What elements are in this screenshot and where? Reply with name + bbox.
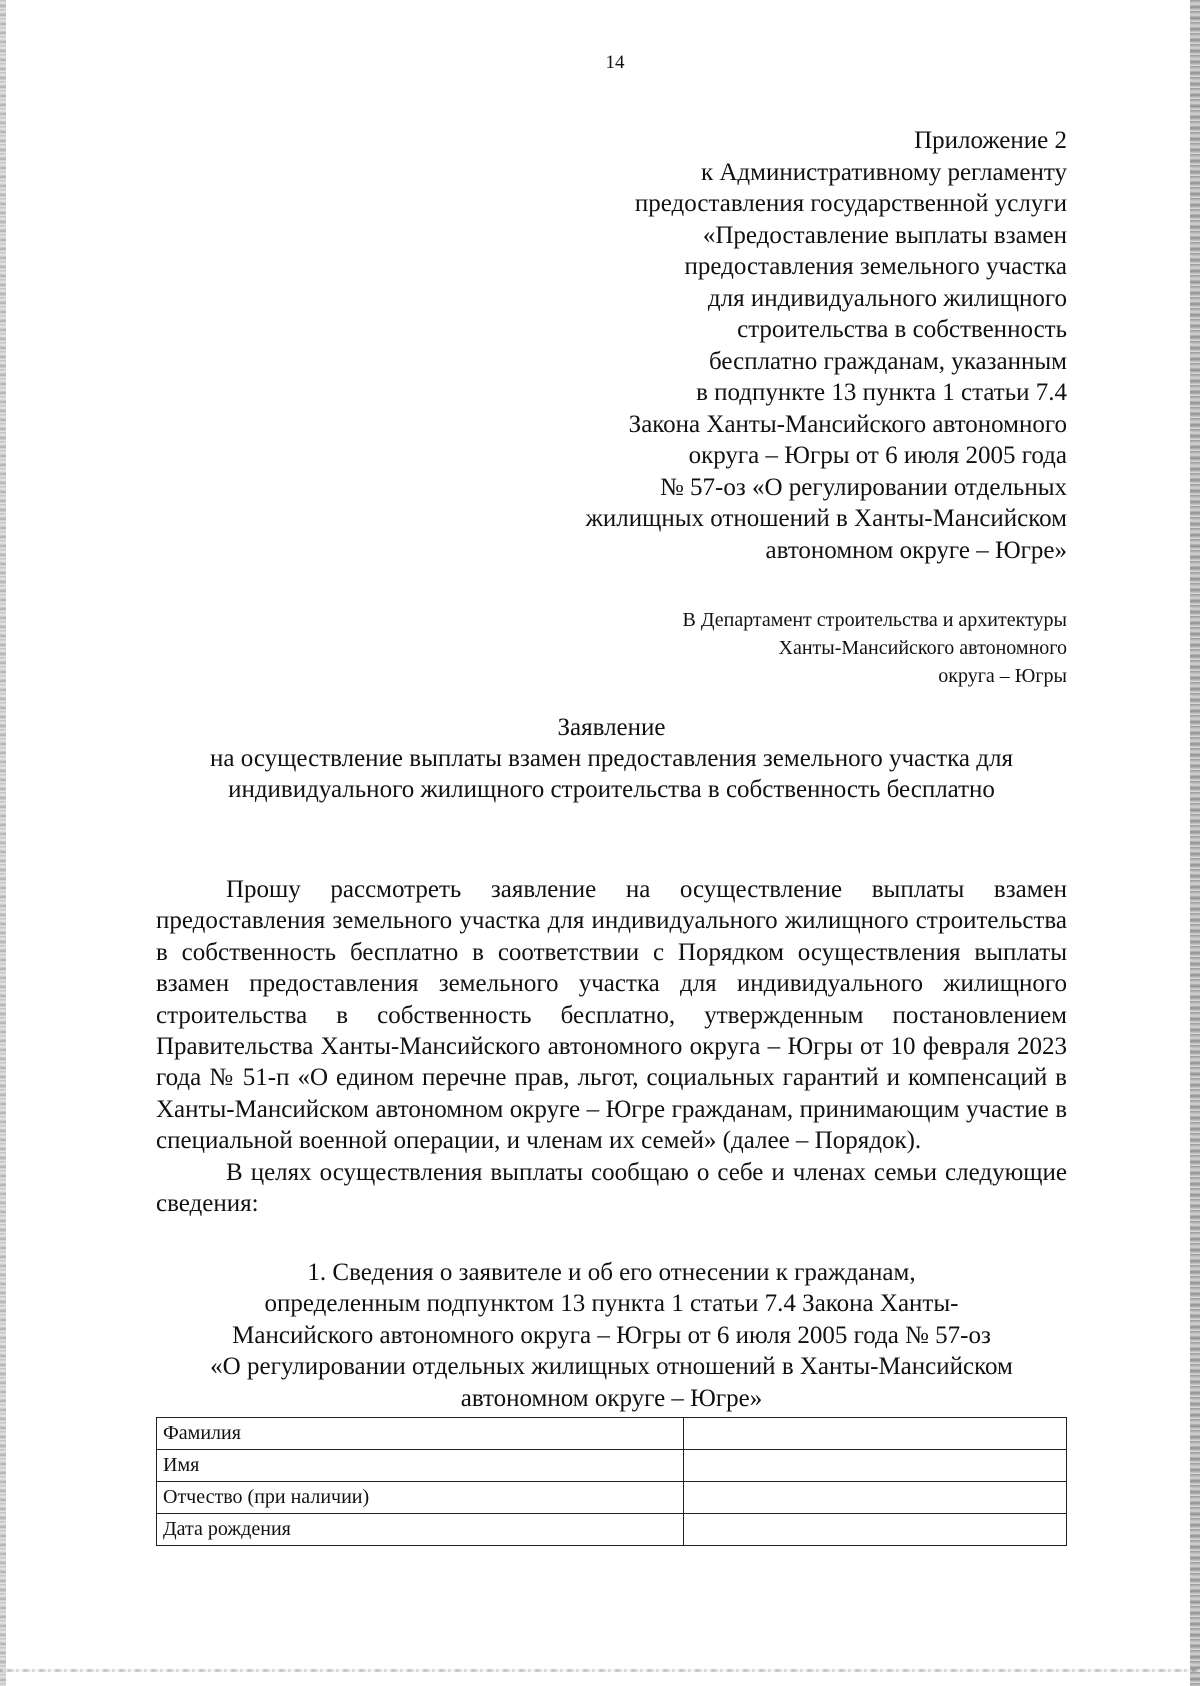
body-text xyxy=(156,874,1067,1219)
table-row xyxy=(157,1418,1067,1450)
appendix-line: Закона Ханты-Мансийского автономного xyxy=(628,410,1067,438)
appendix-line: к Административному регламенту xyxy=(700,158,1067,186)
section-heading-line: 1. Сведения о заявителе и об его отнесении к гражданам, xyxy=(307,1259,916,1286)
appendix-line: округа – Югры от 6 июля 2005 года xyxy=(688,442,1067,469)
addressee-line: В Департамент строительства и архитектуры xyxy=(682,609,1067,631)
section-heading-line: определенным подпунктом 13 пункта 1 статьи 7.4 Закона Ханты- xyxy=(264,1290,959,1318)
scan-edge-left xyxy=(0,0,6,1686)
appendix-line: Приложение 2 xyxy=(914,127,1067,154)
field-label-surname: Фамилия xyxy=(157,1418,684,1450)
body-paragraph: Прошу рассмотреть заявление на осуществление выплаты взамен предоставления земельного участка для индивидуального жилищного строительства в собственность бесплатно в соответствии с Порядком осуществления выплаты взамен предоставления земельного участка для индивидуального жилищного строительства в собственность бесплатно, утвержденным постановлением Правительства Ханты-Мансийского автономного округа – Югры от 10 февраля 2023 года № 51-п «О едином перечне прав, льгот, социальных гарантий и компенсаций в Ханты-Мансийском автономном округе – Югре гражданам, принимающим участие в специальной военной операции, и членам их семей» (далее – Порядок). xyxy=(156,876,1067,1155)
applicant-info-table xyxy=(156,1417,1067,1546)
appendix-line: предоставления государственной услуги xyxy=(634,190,1067,217)
field-label-patronymic: Отчество (при наличии) xyxy=(157,1482,684,1514)
field-label-birth-date: Дата рождения xyxy=(157,1514,684,1546)
page-number: 14 xyxy=(605,52,625,73)
appendix-header xyxy=(586,125,1067,566)
field-value-name[interactable] xyxy=(684,1450,1067,1482)
title-line: индивидуального жилищного строительства в собственность бесплатно xyxy=(228,776,995,803)
table-row xyxy=(157,1514,1067,1546)
table-row xyxy=(157,1482,1067,1514)
body-paragraph: В целях осуществления выплаты сообщаю о себе и членах семьи следующие сведения: xyxy=(156,1158,1067,1218)
section-heading-line: «О регулировании отдельных жилищных отношений в Ханты-Мансийском xyxy=(210,1353,1013,1381)
appendix-line: бесплатно гражданам, указанным xyxy=(708,347,1067,375)
appendix-line: «Предоставление выплаты взамен xyxy=(702,221,1067,249)
section-heading-line: Мансийского автономного округа – Югры от 6 июля 2005 года № 57-оз xyxy=(232,1321,991,1349)
appendix-line: жилищных отношений в Ханты-Мансийском xyxy=(585,505,1067,532)
addressee-line: округа – Югры xyxy=(938,665,1067,687)
addressee-line: Ханты-Мансийского автономного xyxy=(778,637,1067,659)
appendix-line: автономном округе – Югре» xyxy=(765,536,1067,564)
title-heading: Заявление xyxy=(557,714,666,741)
field-value-surname[interactable] xyxy=(684,1418,1067,1450)
appendix-line: для индивидуального жилищного xyxy=(707,284,1067,312)
field-label-name: Имя xyxy=(157,1450,684,1482)
appendix-line: № 57-оз «О регулировании отдельных xyxy=(659,473,1067,501)
title-line: на осуществление выплаты взамен предоставления земельного участка для xyxy=(210,745,1013,772)
appendix-line: строительства в собственность xyxy=(737,316,1067,343)
addressee-block xyxy=(683,606,1067,690)
table-row xyxy=(157,1450,1067,1482)
scan-edge-bottom xyxy=(0,1669,1200,1672)
section-heading-line: автономном округе – Югре» xyxy=(460,1384,763,1412)
scan-edge-right xyxy=(1190,0,1200,1686)
application-title xyxy=(156,712,1067,805)
section-1-heading xyxy=(156,1257,1067,1414)
appendix-line: предоставления земельного участка xyxy=(684,253,1067,280)
appendix-line: в подпункте 13 пункта 1 статьи 7.4 xyxy=(696,379,1067,406)
field-value-patronymic[interactable] xyxy=(684,1482,1067,1514)
field-value-birth-date[interactable] xyxy=(684,1514,1067,1546)
